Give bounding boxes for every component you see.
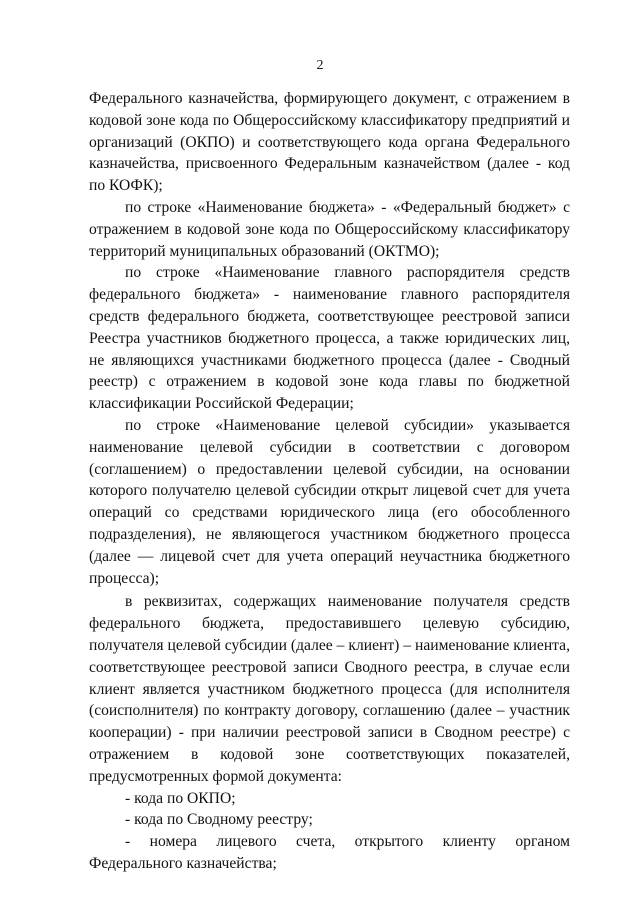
- paragraph-budget-name: по строке «Наименование бюджета» - «Федеральный бюджет» с отражением в кодовой зоне кода по Общероссийскому классификатору территорий муниципальных образований (ОКТМО);: [89, 198, 570, 260]
- page-number: 2: [316, 58, 324, 73]
- paragraph-chief-administrator: по строке «Наименование главного распорядителя средств федерального бюджета» - наименование главного распорядителя средств федерального бюджета, соответствующее реестровой записи Реестра участников бюджетного процесса, а также юридических лиц, не являющихся участниками бюджетного процесса (далее - Сводный реестр) с отражением в кодовой зоне кода главы по бюджетной классификации Российской Федерации;: [89, 264, 570, 413]
- list-item-okpo-code: - кода по ОКПО;: [125, 789, 236, 807]
- paragraph-recipient-details: в реквизитах, содержащих наименование получателя средств федерального бюджета, предоставившего целевую субсидию, получателя целевой субсидии (далее – клиент) – наименование клиента, соответствующее реестровой записи Сводного реестра, в случае если клиент является участником бюджетного процесса (для исполнителя (соисполнителя) по контракту договору, соглашению (далее – участник кооперации) - при наличии реестровой записи в Сводном реестре) с отражением в кодовой зоне соответствующих показателей, предусмотренных формой документа:: [89, 593, 570, 785]
- list-item-registry-code: - кода по Сводному реестру;: [125, 811, 313, 829]
- paragraph-target-subsidy: по строке «Наименование целевой субсидии» указывается наименование целевой субсидии в соответствии с договором (соглашением) о предоставлении целевой субсидии, на основании которого получателю целевой субсидии открыт лицевой счет для учета операций со средствами юридического лица (его обособленного подразделения), не являющегося участником бюджетного процесса (далее — лицевой счет для учета операций неучастника бюджетного процесса);: [89, 416, 570, 587]
- list-item-account-number: - номера лицевого счета, открытого клиенту органом Федерального казначейства;: [89, 833, 570, 872]
- paragraph-okpo-kofk: Федерального казначейства, формирующего документ, с отражением в кодовой зоне кода по Общероссийскому классификатору предприятий и организаций (ОКПО) и соответствующего кода органа Федерального казначейства, присвоенного Федеральным казначейством (далее - код по КОФК);: [89, 90, 570, 195]
- document-body: [89, 88, 570, 875]
